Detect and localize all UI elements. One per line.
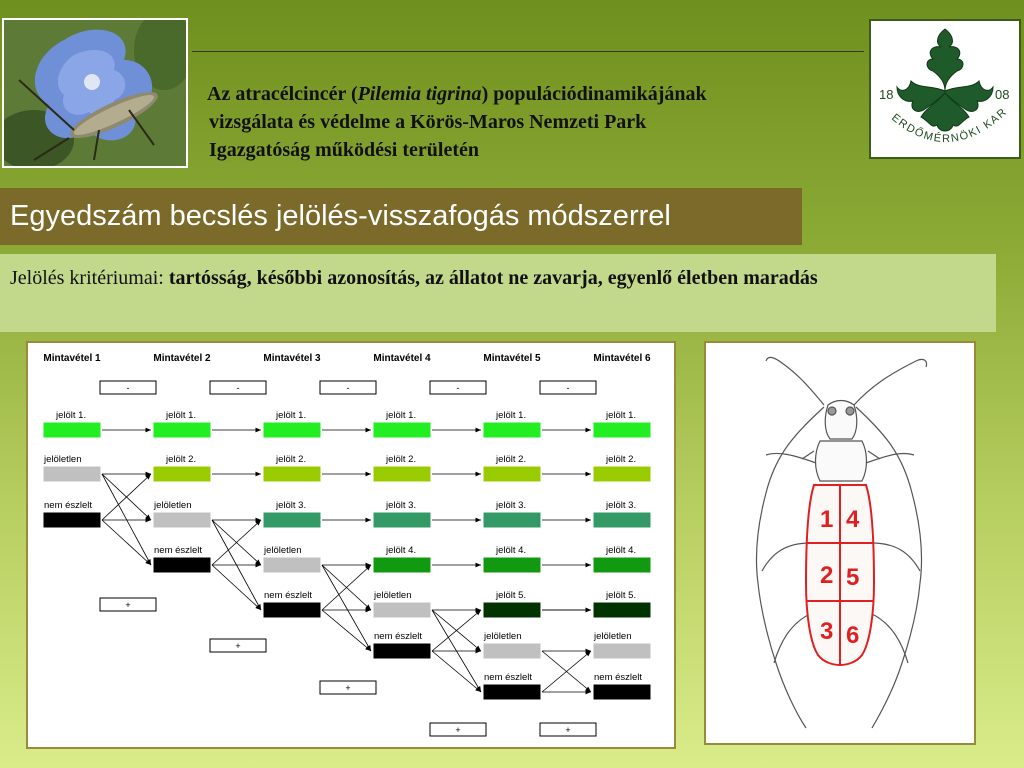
beetle-on-flower-photo xyxy=(2,18,188,168)
state-box-c3-r1 xyxy=(264,410,320,437)
state-box-c4-r4 xyxy=(374,545,430,572)
state-box-c2-r4 xyxy=(154,545,210,572)
state-box-c5-r4 xyxy=(484,545,540,572)
svg-text:+: + xyxy=(345,683,351,693)
svg-text:jelölt 1.: jelölt 1. xyxy=(166,410,197,421)
state-box-c3-r2 xyxy=(264,454,320,481)
svg-text:jelölt 2.: jelölt 2. xyxy=(606,454,637,465)
header-rule xyxy=(192,51,864,52)
state-box-c6-r3 xyxy=(594,500,650,527)
grid-number-3: 3 xyxy=(820,618,834,645)
state-box-c5-r6 xyxy=(483,631,540,658)
svg-text:-: - xyxy=(456,383,460,393)
svg-text:+: + xyxy=(125,600,131,610)
title-species-name: Pilemia tigrina xyxy=(357,83,482,105)
title-part2: ) populációdinamikájának xyxy=(481,83,707,105)
svg-text:jelölt 2.: jelölt 2. xyxy=(166,454,197,465)
svg-text:jelöletlen: jelöletlen xyxy=(594,631,632,642)
state-box-c5-r1 xyxy=(484,410,540,437)
state-box-c2-r3 xyxy=(153,500,210,527)
grid-number-6: 6 xyxy=(846,622,860,649)
svg-text:jelöletlen: jelöletlen xyxy=(154,500,192,511)
state-box-c5-r5 xyxy=(484,590,540,617)
svg-text:-: - xyxy=(126,383,130,393)
transition-arrow xyxy=(102,474,151,565)
svg-text:nem észlelt: nem észlelt xyxy=(44,500,93,511)
transition-arrow xyxy=(212,565,261,610)
svg-text:jelölt 4.: jelölt 4. xyxy=(386,545,417,556)
svg-text:jelölt 3.: jelölt 3. xyxy=(386,500,417,511)
oak-leaf-logo xyxy=(871,21,1019,157)
column-header-1: Mintavétel 1 xyxy=(43,353,101,364)
logo-right-year: 08 xyxy=(995,87,1010,102)
diagram-canvas xyxy=(28,343,674,747)
criteria-label: Jelölés kritériumai: xyxy=(10,267,169,289)
svg-text:jelölt 3.: jelölt 3. xyxy=(276,500,307,511)
faculty-logo xyxy=(869,19,1021,159)
beetle-marking-diagram xyxy=(704,341,976,745)
state-box-c2-r2 xyxy=(154,454,210,481)
minus-box-1 xyxy=(100,381,156,394)
state-box-c1-r3 xyxy=(44,500,100,527)
state-box-c4-r5 xyxy=(373,590,430,617)
svg-text:jelölt 2.: jelölt 2. xyxy=(386,454,417,465)
svg-text:jelöletlen: jelöletlen xyxy=(374,590,412,601)
logo-arc-text: ERDŐMÉRNÖKI KAR xyxy=(889,105,1010,146)
svg-text:jelöletlen: jelöletlen xyxy=(484,631,522,642)
svg-text:jelölt 1.: jelölt 1. xyxy=(276,410,307,421)
transition-arrow xyxy=(102,520,151,565)
svg-text:jelölt 5.: jelölt 5. xyxy=(496,590,527,601)
title-part1: Az atracélcincér ( xyxy=(207,83,358,105)
plus-box-2 xyxy=(210,639,266,652)
plus-box-3 xyxy=(320,681,376,694)
column-header-3: Mintavétel 3 xyxy=(263,353,321,364)
state-box-c5-r3 xyxy=(484,500,540,527)
transition-arrow xyxy=(322,565,371,651)
svg-text:nem észlelt: nem észlelt xyxy=(594,672,643,683)
transition-arrow xyxy=(322,610,371,651)
svg-text:nem észlelt: nem észlelt xyxy=(264,590,313,601)
transition-arrow xyxy=(432,651,481,692)
svg-text:jelölt 5.: jelölt 5. xyxy=(606,590,637,601)
photo-illustration xyxy=(4,20,186,166)
state-box-c1-r2 xyxy=(43,454,100,481)
state-box-c5-r7 xyxy=(484,672,540,699)
mark-recapture-diagram xyxy=(26,341,676,749)
column-header-6: Mintavétel 6 xyxy=(593,353,651,364)
state-box-c4-r2 xyxy=(374,454,430,481)
criteria-items: tartósság, későbbi azonosítás, az állatot ne zavarja, egyenlő életben maradás xyxy=(168,267,818,289)
svg-text:jelölt 3.: jelölt 3. xyxy=(606,500,637,511)
grid-number-2: 2 xyxy=(820,562,834,589)
svg-text:jelölt 2.: jelölt 2. xyxy=(276,454,307,465)
state-box-c2-r1 xyxy=(154,410,210,437)
marking-criteria xyxy=(0,254,996,332)
minus-box-2 xyxy=(210,381,266,394)
state-box-c4-r6 xyxy=(374,631,430,658)
state-box-c6-r5 xyxy=(594,590,650,617)
svg-text:jelölt 2.: jelölt 2. xyxy=(496,454,527,465)
state-box-c3-r3 xyxy=(264,500,320,527)
logo-left-year: 18 xyxy=(879,87,894,102)
svg-text:jelölt 1.: jelölt 1. xyxy=(56,410,87,421)
svg-text:jelölt 1.: jelölt 1. xyxy=(496,410,527,421)
svg-text:jelöletlen: jelöletlen xyxy=(264,545,302,556)
state-box-c4-r1 xyxy=(374,410,430,437)
svg-text:jelölt 1.: jelölt 1. xyxy=(386,410,417,421)
svg-text:nem észlelt: nem észlelt xyxy=(484,672,533,683)
slide-title xyxy=(207,80,862,164)
svg-text:jelölt 3.: jelölt 3. xyxy=(496,500,527,511)
minus-box-3 xyxy=(320,381,376,394)
svg-text:+: + xyxy=(455,725,461,735)
state-box-c6-r4 xyxy=(594,545,650,572)
svg-text:-: - xyxy=(346,383,350,393)
state-box-c3-r4 xyxy=(263,545,320,572)
grid-number-5: 5 xyxy=(846,564,860,591)
diagram-boxes xyxy=(43,353,651,736)
title-line-2: vizsgálata és védelme a Körös-Maros Nemzeti Park xyxy=(209,111,647,133)
plus-box-1 xyxy=(100,598,156,611)
column-header-2: Mintavétel 2 xyxy=(153,353,211,364)
svg-text:+: + xyxy=(565,725,571,735)
plus-box-4 xyxy=(430,723,486,736)
state-box-c1-r1 xyxy=(44,410,100,437)
section-banner: Egyedszám becslés jelölés-visszafogás módszerrel xyxy=(0,188,802,245)
title-line-3: Igazgatóság működési területén xyxy=(209,139,479,161)
grid-number-1: 1 xyxy=(820,506,834,533)
state-box-c6-r6 xyxy=(593,631,650,658)
state-box-c6-r2 xyxy=(594,454,650,481)
minus-box-5 xyxy=(540,381,596,394)
column-header-5: Mintavétel 5 xyxy=(483,353,541,364)
svg-text:jelöletlen: jelöletlen xyxy=(44,454,82,465)
svg-text:nem észlelt: nem észlelt xyxy=(154,545,203,556)
state-box-c5-r2 xyxy=(484,454,540,481)
svg-text:+: + xyxy=(235,641,241,651)
state-box-c4-r3 xyxy=(374,500,430,527)
state-box-c6-r1 xyxy=(594,410,650,437)
svg-text:jelölt 1.: jelölt 1. xyxy=(606,410,637,421)
column-header-4: Mintavétel 4 xyxy=(373,353,431,364)
grid-number-4: 4 xyxy=(846,506,860,533)
plus-box-5 xyxy=(540,723,596,736)
state-box-c3-r5 xyxy=(264,590,320,617)
svg-text:-: - xyxy=(236,383,240,393)
svg-text:-: - xyxy=(566,383,570,393)
minus-box-4 xyxy=(430,381,486,394)
beetle-drawing xyxy=(706,343,974,743)
elytra-grid xyxy=(806,485,874,665)
svg-text:jelölt 4.: jelölt 4. xyxy=(496,545,527,556)
svg-text:jelölt 4.: jelölt 4. xyxy=(606,545,637,556)
state-box-c6-r7 xyxy=(594,672,650,699)
svg-text:nem észlelt: nem észlelt xyxy=(374,631,423,642)
